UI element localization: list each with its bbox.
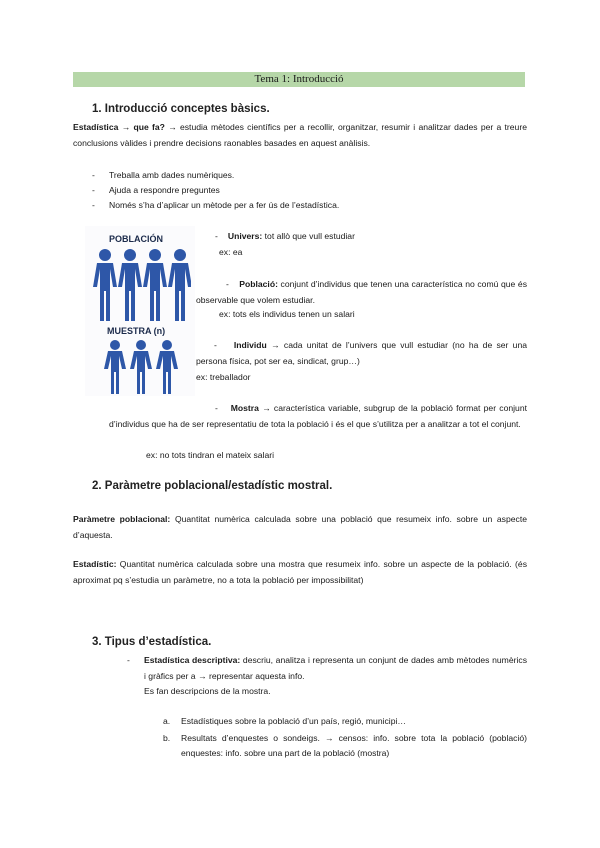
person-icon: [168, 249, 191, 321]
param-poblacional-paragraph: Paràmetre poblacional: Quantitat numèrica calculada sobre una població que resumeix info. sobre un aspecte d’aquesta.: [73, 514, 527, 540]
estadistic-paragraph: Estadístic: Quantitat numèrica calculada sobre una mostra que resumeix info. sobre un aspecte de la població. (és aproximat pq s’estudia un paràmetre, no a tota la població per impossibilitat): [73, 559, 527, 585]
section-1-heading: 1. Introducció conceptes bàsics.: [92, 103, 270, 115]
descriptive-stats-item: - Estadística descriptiva: descriu, analitza i representa un conjunt de dades amb mètodes numèrics i gràfics per a → representar aquesta info. Es fan descripcions de la mostra.: [127, 653, 527, 699]
person-icon: [118, 249, 142, 321]
list-item: - Treballa amb dades numèriques.: [92, 170, 235, 180]
list-item: - Només s’ha d’aplicar un mètode per a fer ús de l’estadística.: [92, 200, 340, 210]
examples-list: [163, 714, 527, 762]
section-1-bullets: [92, 168, 512, 213]
descriptive-stats-note: Es fan descripcions de la mostra.: [144, 686, 271, 696]
person-icon: [130, 340, 152, 394]
def-individu-example: ex: treballador: [196, 372, 251, 382]
person-icon: [156, 340, 178, 394]
list-item: a. Estadístiques sobre la població d’un país, regió, municipi…: [163, 716, 406, 726]
def-poblacio-example: ex: tots els individus tenen un salari: [219, 309, 355, 319]
def-mostra: - Mostra → característica variable, subgrup de la població format per conjunt d’individus que ha de ser representatiu de tota la població i és el que s’utilitza per a analitzar a tot el conjunt.: [109, 403, 528, 429]
figure-label-sample: MUESTRA (n): [107, 326, 166, 336]
def-univers: - Univers: tot allò que vull estudiar: [215, 231, 355, 241]
page-title: Tema 1: Introducció: [73, 72, 525, 87]
population-people-icon: [91, 246, 191, 324]
sample-people-icon: [103, 338, 179, 394]
person-icon: [93, 249, 117, 321]
intro-text: estudia mètodes científics per a recollir, organitzar, resumir i analitzar dades per a treure conclusions vàlides i prendre decisions raonables basades en aquest anàlisis.: [73, 122, 527, 148]
person-icon: [143, 249, 167, 321]
figure-label-population: POBLACIÓN: [109, 234, 163, 244]
section-1-intro: [73, 120, 527, 151]
def-poblacio: - Població: conjunt d’individus que tenen una característica no comú que és observable que volem estudiar.: [196, 279, 527, 305]
intro-term: Estadística → que fa? →: [73, 122, 177, 132]
section-2-heading: 2. Paràmetre poblacional/estadístic mostral.: [92, 480, 333, 492]
population-sample-figure: [85, 226, 195, 396]
person-icon: [104, 340, 126, 394]
def-individu: - Individu → cada unitat de l’univers que vull estudiar (no ha de ser una persona física, pot ser ea, sindicat, grup…): [196, 340, 528, 366]
list-item: - Ajuda a respondre preguntes: [92, 185, 220, 195]
list-item: b. Resultats d’enquestes o sondeigs. → censos: info. sobre tota la població (població) enquestes: info. sobre una part de la població (mostra): [163, 732, 527, 758]
section-3-heading: 3. Tipus d’estadística.: [92, 636, 212, 648]
def-mostra-example: ex: no tots tindran el mateix salari: [146, 450, 275, 460]
def-univers-example: ex: ea: [219, 247, 243, 257]
